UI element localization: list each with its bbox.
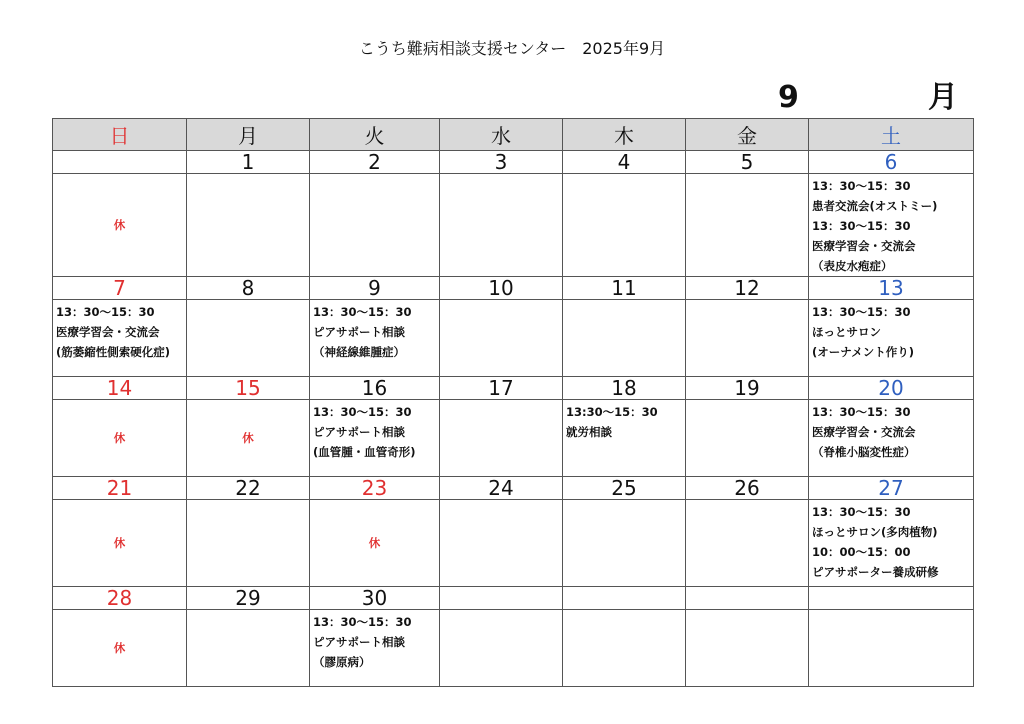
closed-day-label: 休 [310,500,440,587]
event-list [53,300,186,362]
weekday-sat: 土 [809,119,974,151]
event-line: ピアサポート相談 [313,635,405,649]
event-list [563,400,685,442]
date-number: 30 [310,587,440,610]
date-row [53,377,974,400]
empty-cell [563,174,686,277]
date-number: 3 [440,151,563,174]
date-row [53,151,974,174]
date-number: 17 [440,377,563,400]
event-list [809,300,973,362]
closed-day-label: 休 [187,400,310,477]
event-cell [809,300,974,377]
empty-cell [686,500,809,587]
weekday-thu: 木 [563,119,686,151]
date-row [53,477,974,500]
event-list [310,300,439,362]
event-line: 患者交流会(オストミー) [812,199,938,213]
empty-cell [440,174,563,277]
date-number: 4 [563,151,686,174]
empty-cell [809,610,974,687]
date-number [563,587,686,610]
event-line: ほっとサロン [812,325,881,339]
event-line: ピアサポーター養成研修 [812,565,939,579]
closed-day-label: 休 [53,400,187,477]
events-row [53,300,974,377]
closed-day-label: 休 [53,610,187,687]
empty-cell [686,300,809,377]
event-line: 13：30～15：30 [313,305,412,319]
event-list [809,400,973,462]
empty-cell [563,300,686,377]
event-line: 13：30～15：30 [313,615,412,629]
event-line: （膠原病） [313,655,371,669]
event-line: ピアサポート相談 [313,325,405,339]
date-number: 18 [563,377,686,400]
event-list [310,400,439,462]
closed-day-label: 休 [53,500,187,587]
date-number [53,151,187,174]
event-line: （表皮水疱症） [812,259,893,273]
event-line: ピアサポート相談 [313,425,405,439]
event-cell [563,400,686,477]
date-row [53,277,974,300]
empty-cell [440,300,563,377]
date-number: 14 [53,377,187,400]
event-line: 13：30～15：30 [313,405,412,419]
event-list [310,610,439,672]
date-number: 8 [187,277,310,300]
date-number [809,587,974,610]
date-number: 21 [53,477,187,500]
date-number: 16 [310,377,440,400]
date-number: 23 [310,477,440,500]
date-number: 11 [563,277,686,300]
date-number: 2 [310,151,440,174]
empty-cell [310,174,440,277]
page-title: こうち難病相談支援センター 2025年9月 [358,39,666,58]
event-line: 13：30～15：30 [812,505,911,519]
date-number: 27 [809,477,974,500]
event-cell [310,610,440,687]
weekday-fri: 金 [686,119,809,151]
events-row [53,174,974,277]
empty-cell [440,400,563,477]
empty-cell [187,174,310,277]
event-line: (筋萎縮性側索硬化症) [56,345,171,359]
event-cell [310,400,440,477]
date-number: 5 [686,151,809,174]
date-number [686,587,809,610]
event-list [809,174,973,276]
date-number: 12 [686,277,809,300]
event-line: 10：00～15：00 [812,545,911,559]
closed-day-label: 休 [53,174,187,277]
date-number: 19 [686,377,809,400]
month-label: 月 [928,80,958,115]
date-number: 10 [440,277,563,300]
date-number: 24 [440,477,563,500]
events-row [53,610,974,687]
events-row [53,500,974,587]
date-number [440,587,563,610]
event-line: 13：30～15：30 [812,219,911,233]
event-line: 13：30～15：30 [812,305,911,319]
date-number: 9 [310,277,440,300]
event-list [809,500,973,582]
empty-cell [563,500,686,587]
event-line: 13:30～15：30 [566,405,658,419]
date-number: 29 [187,587,310,610]
event-line: 13：30～15：30 [812,179,911,193]
empty-cell [187,610,310,687]
date-number: 15 [187,377,310,400]
event-line: 13：30～15：30 [812,405,911,419]
weekday-mon: 月 [187,119,310,151]
event-line: (血管腫・血管奇形) [313,445,416,459]
event-line: （神経線維腫症） [313,345,405,359]
empty-cell [440,500,563,587]
month-heading [778,72,958,116]
event-line: 13：30～15：30 [56,305,155,319]
empty-cell [187,500,310,587]
date-number: 6 [809,151,974,174]
event-cell [809,400,974,477]
event-line: （脊椎小脳変性症） [812,445,916,459]
month-number: 9 [778,80,799,115]
weekday-tue: 火 [310,119,440,151]
empty-cell [563,610,686,687]
date-number: 20 [809,377,974,400]
event-cell [809,500,974,587]
weekday-header-row [53,119,974,151]
date-number: 26 [686,477,809,500]
event-line: 就労相談 [566,425,612,439]
empty-cell [440,610,563,687]
empty-cell [187,300,310,377]
event-cell [53,300,187,377]
calendar-table [52,118,974,687]
date-number: 13 [809,277,974,300]
date-row [53,587,974,610]
date-number: 7 [53,277,187,300]
empty-cell [686,610,809,687]
date-number: 1 [187,151,310,174]
event-cell [809,174,974,277]
events-row [53,400,974,477]
event-line: 医療学習会・交流会 [812,425,916,439]
event-line: 医療学習会・交流会 [812,239,916,253]
event-cell [310,300,440,377]
weekday-wed: 水 [440,119,563,151]
weekday-sun: 日 [53,119,187,151]
date-number: 25 [563,477,686,500]
event-line: 医療学習会・交流会 [56,325,160,339]
date-number: 28 [53,587,187,610]
event-line: (オーナメント作り) [812,345,915,359]
empty-cell [686,174,809,277]
empty-cell [686,400,809,477]
event-line: ほっとサロン(多肉植物) [812,525,938,539]
date-number: 22 [187,477,310,500]
